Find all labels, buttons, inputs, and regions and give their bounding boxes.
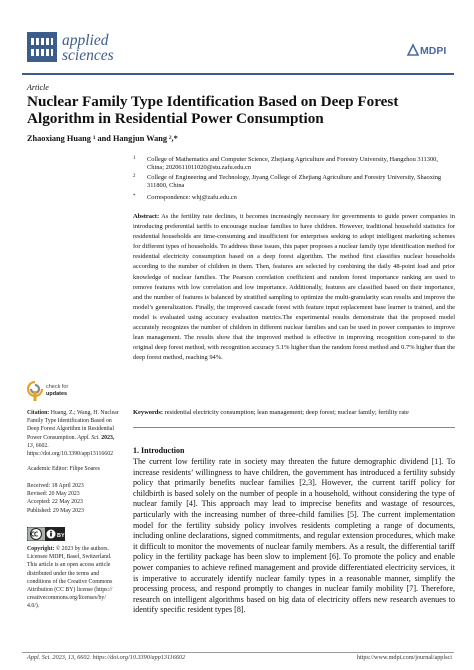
author-list: Zhaoxiang Huang ¹ and Hangjun Wang ²,* — [27, 134, 178, 143]
mdpi-logo-icon — [405, 40, 449, 58]
abstract-text: As the fertility rate declines, it becomes increasingly necessary for governments to guide power companies in introducing preferential tariffs to encourage nuclear families to have children. However, traditional household statistics for residential households are time-consuming and insufficient for enterprises seeking to adopt intelligent marketing schemes for different types of households. To address these issues, this paper proposes a nuclear family type identification method for residential electricity consumption based on a deep forest algorithm. The method first classifies nuclear households according to the number of children in them. Then, features are selected by combining the daily 48-point load and prior knowledge of nuclear families. The Pearson correlation coefficient and random forest importance ranking are used to remove features with low correlation and low importance. Additionally, features are classified based on their importance, and the number of features is balanced by stratified sampling to optimize the multi-granularity scan results and improve the model’s generalization. Finally, the improved cascade forest with feature input replacement base learner is trained, and the model is evaluated using accuracy evaluation metrics.The experimental results demonstrate that the proposed model accurately recognizes the number of children in different nuclear families and can be used in power companies to improve lean management. The results show that the improved method is effective in improving recognition com-pared to the original deep forest method, with recognition accuracy 5.1% higher than the random forest method and 0.7% higher than the deep forest method, reaching 94%. — [133, 213, 455, 362]
citation-block: Citation: Huang, Z.; Wang, H. Nuclear Family Type Identification Based on Deep Forest Algorithm in Residential Power Consumption. Appl. Sci. 2023, 13, 6602. https://doi.org/10.3390/app13116602 — [27, 410, 119, 458]
intro-paragraph: The current low fertility rate in society may threaten the future demographic dividend [1]. To increase residents’ willingness to have children, the government has introduced a fertility subsidy policy that primarily benefits nuclear families [2,3]. However, the current tariff policy for childbirth is based solely on the number of people in a household, without considering the type of nuclear family [4]. This approach may lead to imprecise benefits and wastage of resources, particularly with the increasing number of three-child families [5]. The current implementation model for the fertility subsidy policy involves residents completing a range of documents, including online declarations, signed commitments, and regular extension procedures, which make it difficult to monitor the movements of nuclear family members. As a result, the differential tariff policy in the fertility package has been slow to implement [6]. To promote the policy and enable power companies to achieve refined management and provide differentiated electricity services, it is imperative to accurately identify nuclear family types in a reasonable manner, simplify the processing process, and respond promptly to changes in nuclear family mobility [7]. Therefore, research on intelligent algorithms based on big data of electricity offers new research avenues to identify specific resident types [8]. — [133, 457, 455, 615]
academic-editor: Academic Editor: Filipe Soares — [27, 466, 100, 472]
copyright-block: Copyright: © 2023 by the authors. Licensee MDPI, Basel, Switzerland. This article is an open access article distributed under the terms and conditions of the Creative Commons Attribution (CC BY) license (https:// creativecommons.org/licenses/by/ 4.0/). — [27, 546, 113, 610]
footer-citation: Appl. Sci. 2023, 13, 6602. https://doi.org/10.3390/app13116602 — [27, 654, 186, 661]
abstract — [133, 212, 455, 363]
affiliation-2: 2 College of Engineering and Technology, Jiyang College of Zhejiang Agriculture and Forestry University, Shaoxing 311800, China — [133, 174, 442, 190]
affiliation-1: 1 College of Mathematics and Computer Science, Zhejiang Agriculture and Forestry University, Hangzhou 311300, China; 2020611011020@stu.zafu.edu.cn — [133, 156, 438, 172]
keywords-rule — [133, 427, 455, 428]
article-type: Article — [27, 83, 49, 92]
check-for-updates-badge[interactable]: check for updates — [27, 381, 107, 405]
check-updates-icon — [27, 381, 43, 403]
correspondence: * Correspondence: whj@zafu.edu.cn — [133, 194, 237, 201]
keywords — [133, 408, 455, 417]
published-date: Published: 29 May 2023 — [27, 507, 84, 514]
abstract-label: Abstract: — [133, 213, 160, 220]
footer-rule — [22, 652, 454, 653]
journal-logo-icon — [27, 32, 57, 62]
keywords-text: residential electricity consumption; lean management; deep forest; nuclear family; fertility rate — [164, 409, 409, 416]
footer-journal-link[interactable]: https://www.mdpi.com/journal/applsci — [356, 654, 452, 661]
keywords-label: Keywords: — [133, 409, 164, 416]
revised-date: Revised: 20 May 2023 — [27, 491, 80, 498]
received-date: Received: 18 April 2023 — [27, 483, 84, 489]
dates-block — [27, 482, 119, 515]
journal-name: applied sciences — [62, 32, 114, 64]
article-title: Nuclear Family Type Identification Based on Deep Forest Algorithm in Residential Power Consumption — [27, 93, 399, 127]
accepted-date: Accepted: 22 May 2023 — [27, 499, 83, 506]
svg-text:BY: BY — [57, 533, 65, 539]
header-rule — [22, 73, 454, 75]
doi-link[interactable]: 6602. https://doi.org/10.3390/app13116602 — [27, 442, 113, 458]
svg-text:MDPI: MDPI — [420, 45, 447, 57]
section-heading: 1. Introduction — [133, 446, 185, 455]
cc-by-license-icon[interactable] — [27, 527, 65, 541]
